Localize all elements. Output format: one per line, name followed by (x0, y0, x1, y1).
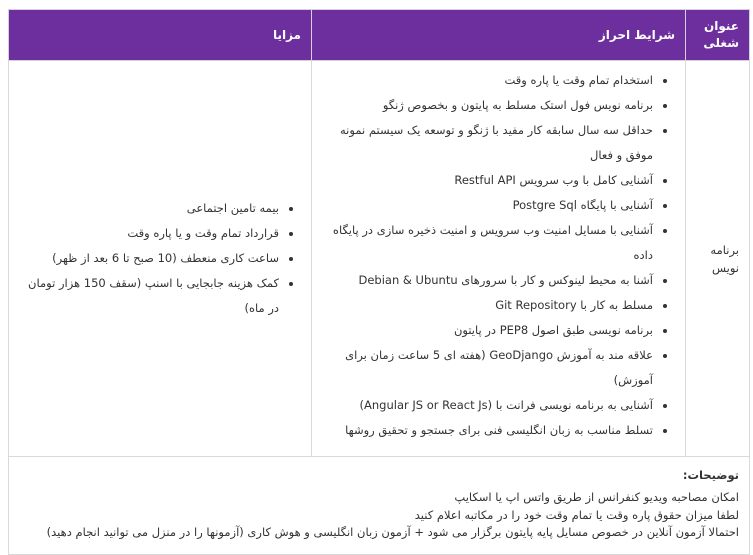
notes-cell (9, 457, 750, 555)
list-item: • استخدام تمام وقت یا پاره وقت (320, 68, 653, 93)
list-item: • علاقه مند به آموزش GeoDjango (هفته ای 5 ساعت زمان برای آموزش) (320, 343, 653, 393)
job-listing (9, 9, 750, 555)
list-item: • ساعت کاری منعطف (10 صبح تا 6 بعد از ظهر) (17, 246, 279, 271)
list-item: • تسلط مناسب به زبان انگلیسی فنی برای جستجو و تحقیق روشها (320, 418, 653, 443)
list-item: • قرارداد تمام وقت و یا پاره وقت (17, 221, 279, 246)
requirements-list (312, 68, 685, 443)
list-item: • حداقل سه سال سابقه کار مفید با ژنگو و توسعه یک سیستم نمونه موفق و فعال (320, 118, 653, 168)
note-line: احتمالا آزمون آنلاین در خصوص مسایل پایه پایتون برگزار می شود + آزمون زبان انگلیسی و هوش کاری (آزمونها را در منزل می توانید انجام دهید) (46, 525, 739, 539)
notes-heading: توضیحات: (682, 468, 739, 482)
job-table (8, 9, 750, 555)
list-item: • برنامه نویسی طبق اصول PEP8 در پایتون (320, 318, 653, 343)
list-item: • برنامه نویس فول استک مسلط به پایتون و بخصوص ژنگو (320, 93, 653, 118)
table-row (9, 61, 750, 457)
benefits-cell (9, 61, 312, 457)
benefits-list (9, 196, 311, 321)
list-item: • آشنا به محیط لینوکس و کار با سرورهای Debian & Ubuntu (320, 268, 653, 293)
list-item: • آشنایی با پایگاه Postgre Sql (320, 193, 653, 218)
list-item: • کمک هزینه جابجایی با اسنپ (سقف 150 هزار تومان در ماه) (17, 271, 279, 321)
note-line: لطفا میزان حقوق پاره وقت یا تمام وقت خود را در مکاتبه اعلام کنید (414, 507, 739, 522)
list-item: • آشنایی با مسایل امنیت وب سرویس و امنیت ذخیره سازی در پایگاه داده (320, 218, 653, 268)
list-item: • آشنایی به برنامه نویسی فرانت با (Angular JS or React Js) (320, 393, 653, 418)
job-title-cell: برنامه نویس (686, 61, 750, 457)
requirements-cell (312, 61, 686, 457)
table-header-row (9, 10, 750, 61)
header-job-title: عنوان شغلی (686, 10, 750, 61)
notes-row (9, 457, 750, 555)
note-line: امکان مصاحبه ویدیو کنفرانس از طریق واتس اپ یا اسکایپ (454, 490, 739, 504)
list-item: • بیمه تامین اجتماعی (17, 196, 279, 221)
list-item: • آشنایی کامل با وب سرویس Restful API (320, 168, 653, 193)
list-item: • مسلط به کار با Git Repository (320, 293, 653, 318)
header-benefits: مزایا (9, 10, 312, 61)
header-requirements: شرایط احراز (312, 10, 686, 61)
